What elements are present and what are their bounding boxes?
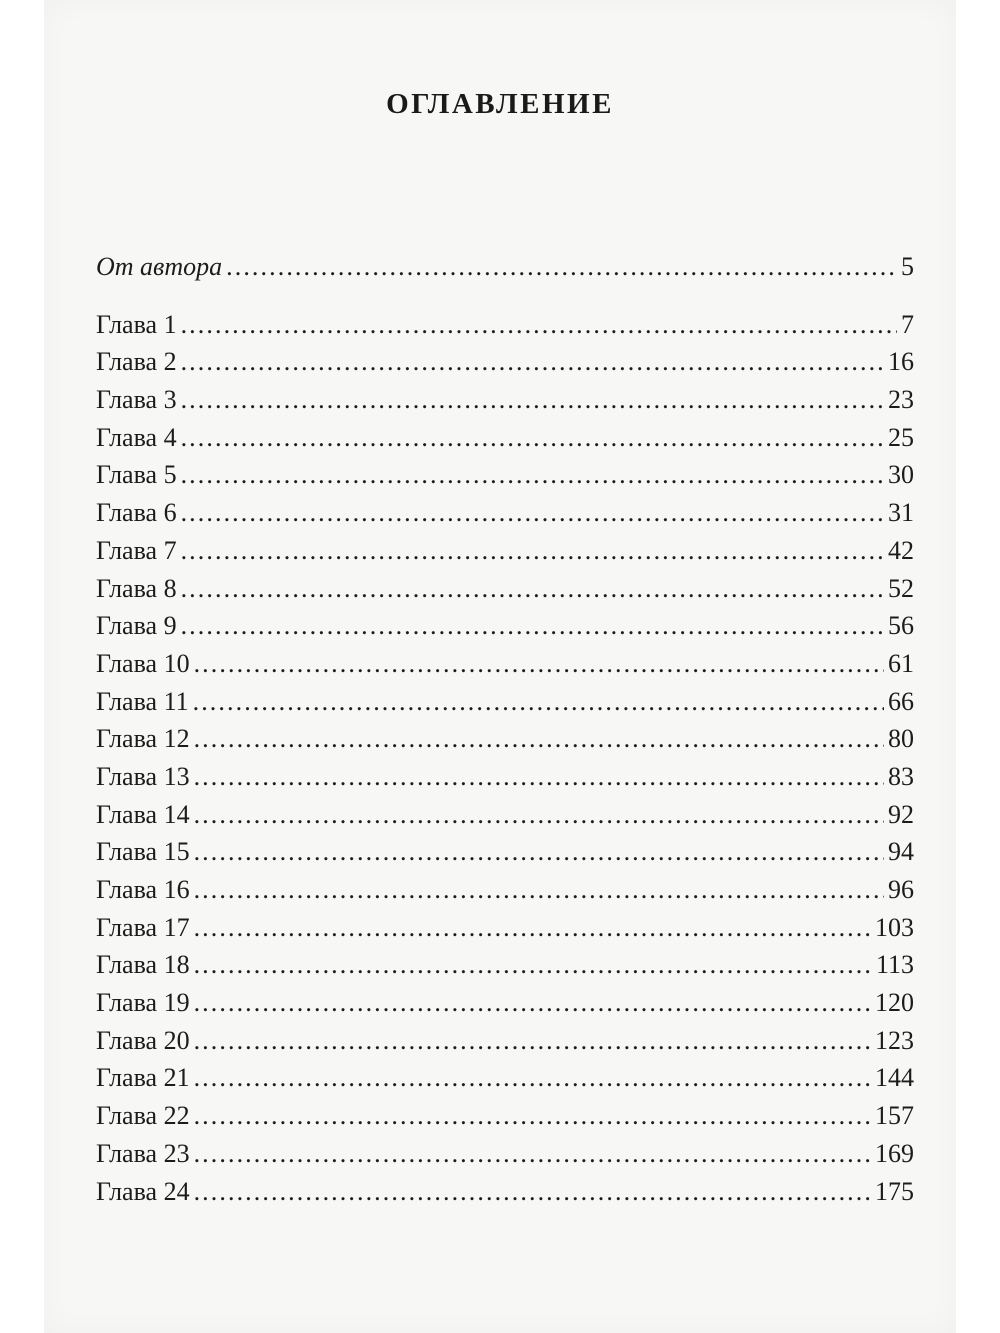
toc-entry [96,720,914,758]
toc-entry [96,343,914,381]
toc-dot-leader [194,1097,871,1135]
toc-dot-leader [181,456,884,494]
toc-entry-label: Глава 8 [96,573,177,603]
toc-entry [96,946,914,984]
toc-dot-leader [194,1135,871,1173]
toc-entry-page-number: 96 [888,875,914,904]
toc-entry [96,796,914,834]
toc-entry [96,984,914,1022]
toc-entry-page-number: 83 [888,761,914,791]
paper-edge-left [0,0,44,1333]
toc-entry-label: От автора [96,252,223,281]
page-title: ОГЛАВЛЕНИЕ [386,88,614,120]
toc-entry-page-number: 7 [901,309,914,339]
toc-entry-label: Глава 21 [96,1063,190,1093]
toc-entry-page-number: 169 [875,1138,914,1168]
toc-entry [96,645,914,683]
toc-entry-label: Глава 2 [96,347,177,377]
toc-entry-page-number: 31 [888,498,914,528]
toc-entry-page-number: 61 [888,648,914,678]
toc-dot-leader [194,720,884,758]
toc-dot-leader [194,833,884,871]
table-of-contents [96,248,914,1210]
toc-dot-leader [194,796,884,834]
toc-entry-label: Глава 19 [96,988,190,1018]
toc-entry-label: Глава 17 [96,912,190,942]
toc-entry [96,683,914,721]
toc-dot-leader [194,1059,871,1097]
toc-entry-page-number: 5 [901,252,914,281]
toc-dot-leader [226,248,897,286]
toc-entry-page-number: 42 [888,535,914,565]
toc-entry [96,248,914,286]
toc-dot-leader [181,494,884,532]
toc-entry-label: Глава 11 [96,686,189,716]
toc-dot-leader [194,871,884,909]
toc-dot-leader [181,570,884,608]
toc-entry [96,1059,914,1097]
toc-entry [96,909,914,947]
toc-entry-label: Глава 13 [96,761,190,791]
toc-entry-label: Глава 16 [96,875,190,904]
toc-dot-leader [193,683,884,721]
toc-entry-page-number: 144 [875,1063,914,1093]
toc-entry [96,1173,914,1211]
toc-dot-leader [181,532,884,570]
toc-entry-page-number: 25 [888,422,914,452]
toc-entry [96,456,914,494]
toc-entry-page-number: 16 [888,347,914,377]
toc-entry [96,532,914,570]
toc-entry-page-number: 157 [875,1101,914,1131]
toc-entry-page-number: 30 [888,460,914,490]
toc-entry [96,833,914,871]
toc-entry-page-number: 175 [875,1176,914,1206]
toc-entry [96,758,914,796]
toc-dot-leader [194,645,884,683]
toc-dot-leader [194,984,871,1022]
toc-entry-label: Глава 12 [96,724,190,754]
toc-entry-label: Глава 10 [96,648,190,678]
toc-dot-leader [194,946,872,984]
toc-entry [96,1022,914,1060]
toc-entry-page-number: 94 [888,837,914,867]
toc-entry [96,570,914,608]
toc-dot-leader [194,1173,871,1211]
toc-entry-page-number: 113 [875,950,914,980]
toc-entry-page-number: 56 [888,611,914,641]
toc-dot-leader [194,1022,871,1060]
paper-edge-right [956,0,1000,1333]
toc-entry [96,306,914,344]
toc-entry [96,1135,914,1173]
toc-entry-page-number: 103 [875,912,914,942]
toc-entry-page-number: 80 [888,724,914,754]
toc-entry [96,381,914,419]
toc-entry-label: Глава 1 [96,309,177,339]
toc-entry-label: Глава 7 [96,535,177,565]
toc-entry-label: Глава 20 [96,1025,190,1055]
toc-entry-label: Глава 15 [96,837,190,867]
toc-entry-label: Глава 24 [96,1176,190,1206]
toc-dot-leader [181,381,884,419]
toc-entry [96,419,914,457]
toc-entry [96,871,914,909]
toc-dot-leader [194,758,884,796]
toc-dot-leader [181,419,884,457]
toc-entry-label: Глава 23 [96,1138,190,1168]
toc-dot-leader [181,306,897,344]
toc-entry-page-number: 120 [875,988,914,1018]
toc-entry-page-number: 66 [888,686,914,716]
toc-dot-leader [181,607,884,645]
toc-entry [96,607,914,645]
toc-entry-label: Глава 5 [96,460,177,490]
toc-entry-label: Глава 6 [96,498,177,528]
toc-entry-page-number: 52 [888,573,914,603]
toc-entry-label: Глава 18 [96,950,190,980]
toc-entry-label: Глава 22 [96,1101,190,1131]
toc-entry-page-number: 92 [888,799,914,829]
toc-entry-label: Глава 9 [96,611,177,641]
toc-dot-leader [181,343,884,381]
toc-entry-label: Глава 3 [96,385,177,415]
toc-entry-label: Глава 4 [96,422,177,452]
toc-entry [96,494,914,532]
toc-entry-label: Глава 14 [96,799,190,829]
toc-entry-page-number: 123 [875,1025,914,1055]
toc-dot-leader [194,909,871,947]
toc-entry [96,1097,914,1135]
toc-entry-page-number: 23 [888,385,914,415]
